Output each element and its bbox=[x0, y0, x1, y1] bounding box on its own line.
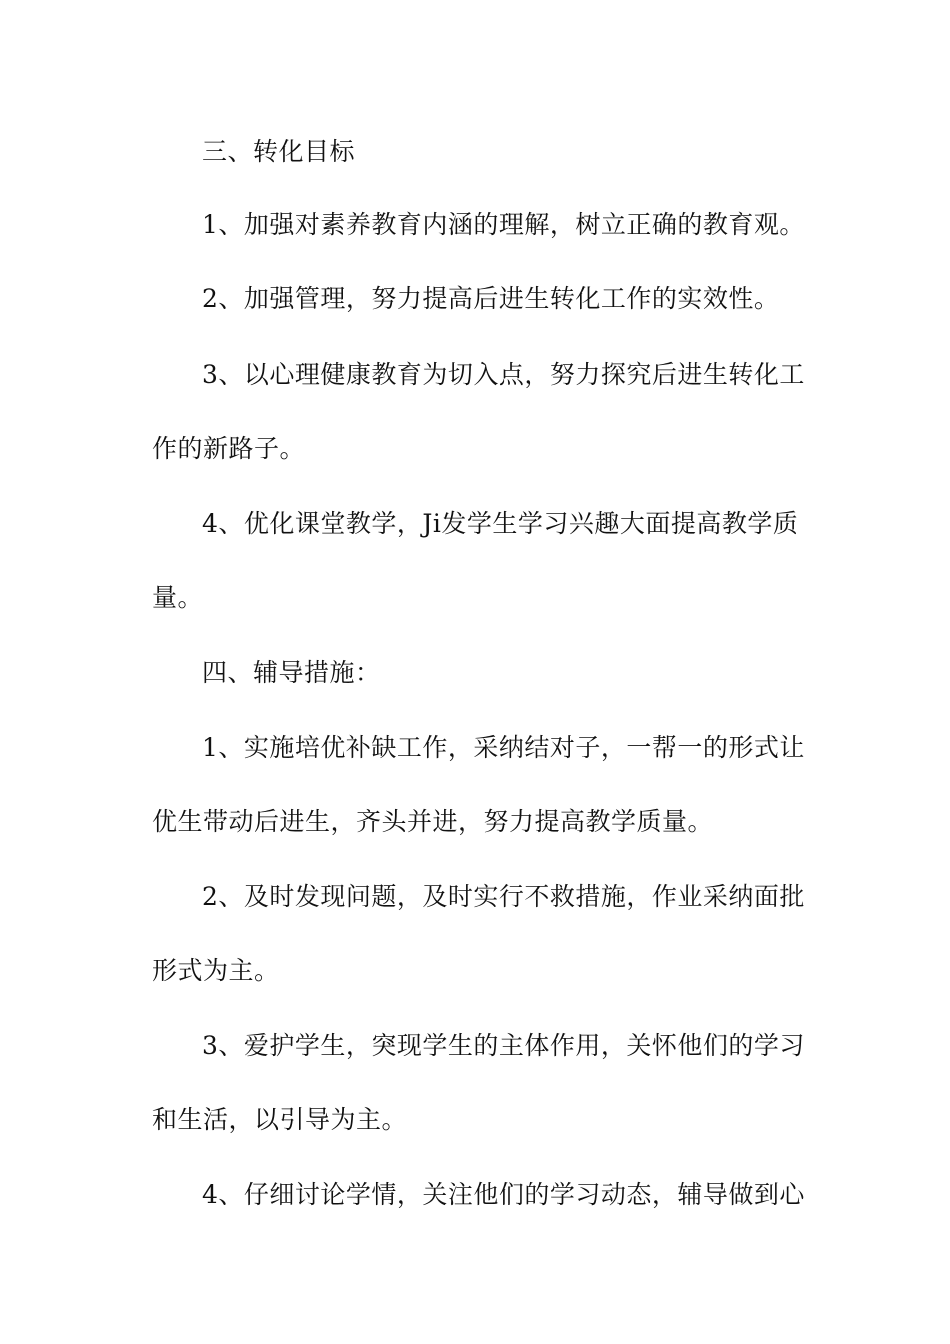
paragraph-goal-2: 2、加强管理，努力提高后进生转化工作的实效性。 bbox=[202, 284, 780, 313]
paragraph-goal-3-continued: 作的新路子。 bbox=[152, 434, 306, 463]
paragraph-measure-1-continued: 优生带动后进生，齐头并进，努力提高教学质量。 bbox=[152, 807, 714, 836]
paragraph-goal-1: 1、加强对素养教育内涵的理解，树立正确的教育观。 bbox=[202, 210, 805, 239]
section-heading-tutoring-measures: 四、辅导措施： bbox=[202, 658, 381, 687]
section-heading-conversion-goals: 三、转化目标 bbox=[202, 137, 356, 166]
paragraph-measure-2-continued: 形式为主。 bbox=[152, 956, 280, 985]
paragraph-goal-4: 4、优化课堂教学，Ji发学生学习兴趣大面提高教学质 bbox=[202, 509, 799, 538]
paragraph-measure-1: 1、实施培优补缺工作，采纳结对子，一帮一的形式让 bbox=[202, 733, 805, 762]
paragraph-measure-2: 2、及时发现问题，及时实行不救措施，作业采纳面批 bbox=[202, 882, 805, 911]
paragraph-measure-3-continued: 和生活，以引导为主。 bbox=[152, 1105, 408, 1134]
paragraph-measure-4: 4、仔细讨论学情，关注他们的学习动态，辅导做到心 bbox=[202, 1180, 805, 1209]
paragraph-goal-3: 3、以心理健康教育为切入点，努力探究后进生转化工 bbox=[202, 360, 805, 389]
paragraph-goal-4-continued: 量。 bbox=[152, 583, 204, 612]
paragraph-measure-3: 3、爱护学生，突现学生的主体作用，关怀他们的学习 bbox=[202, 1031, 805, 1060]
